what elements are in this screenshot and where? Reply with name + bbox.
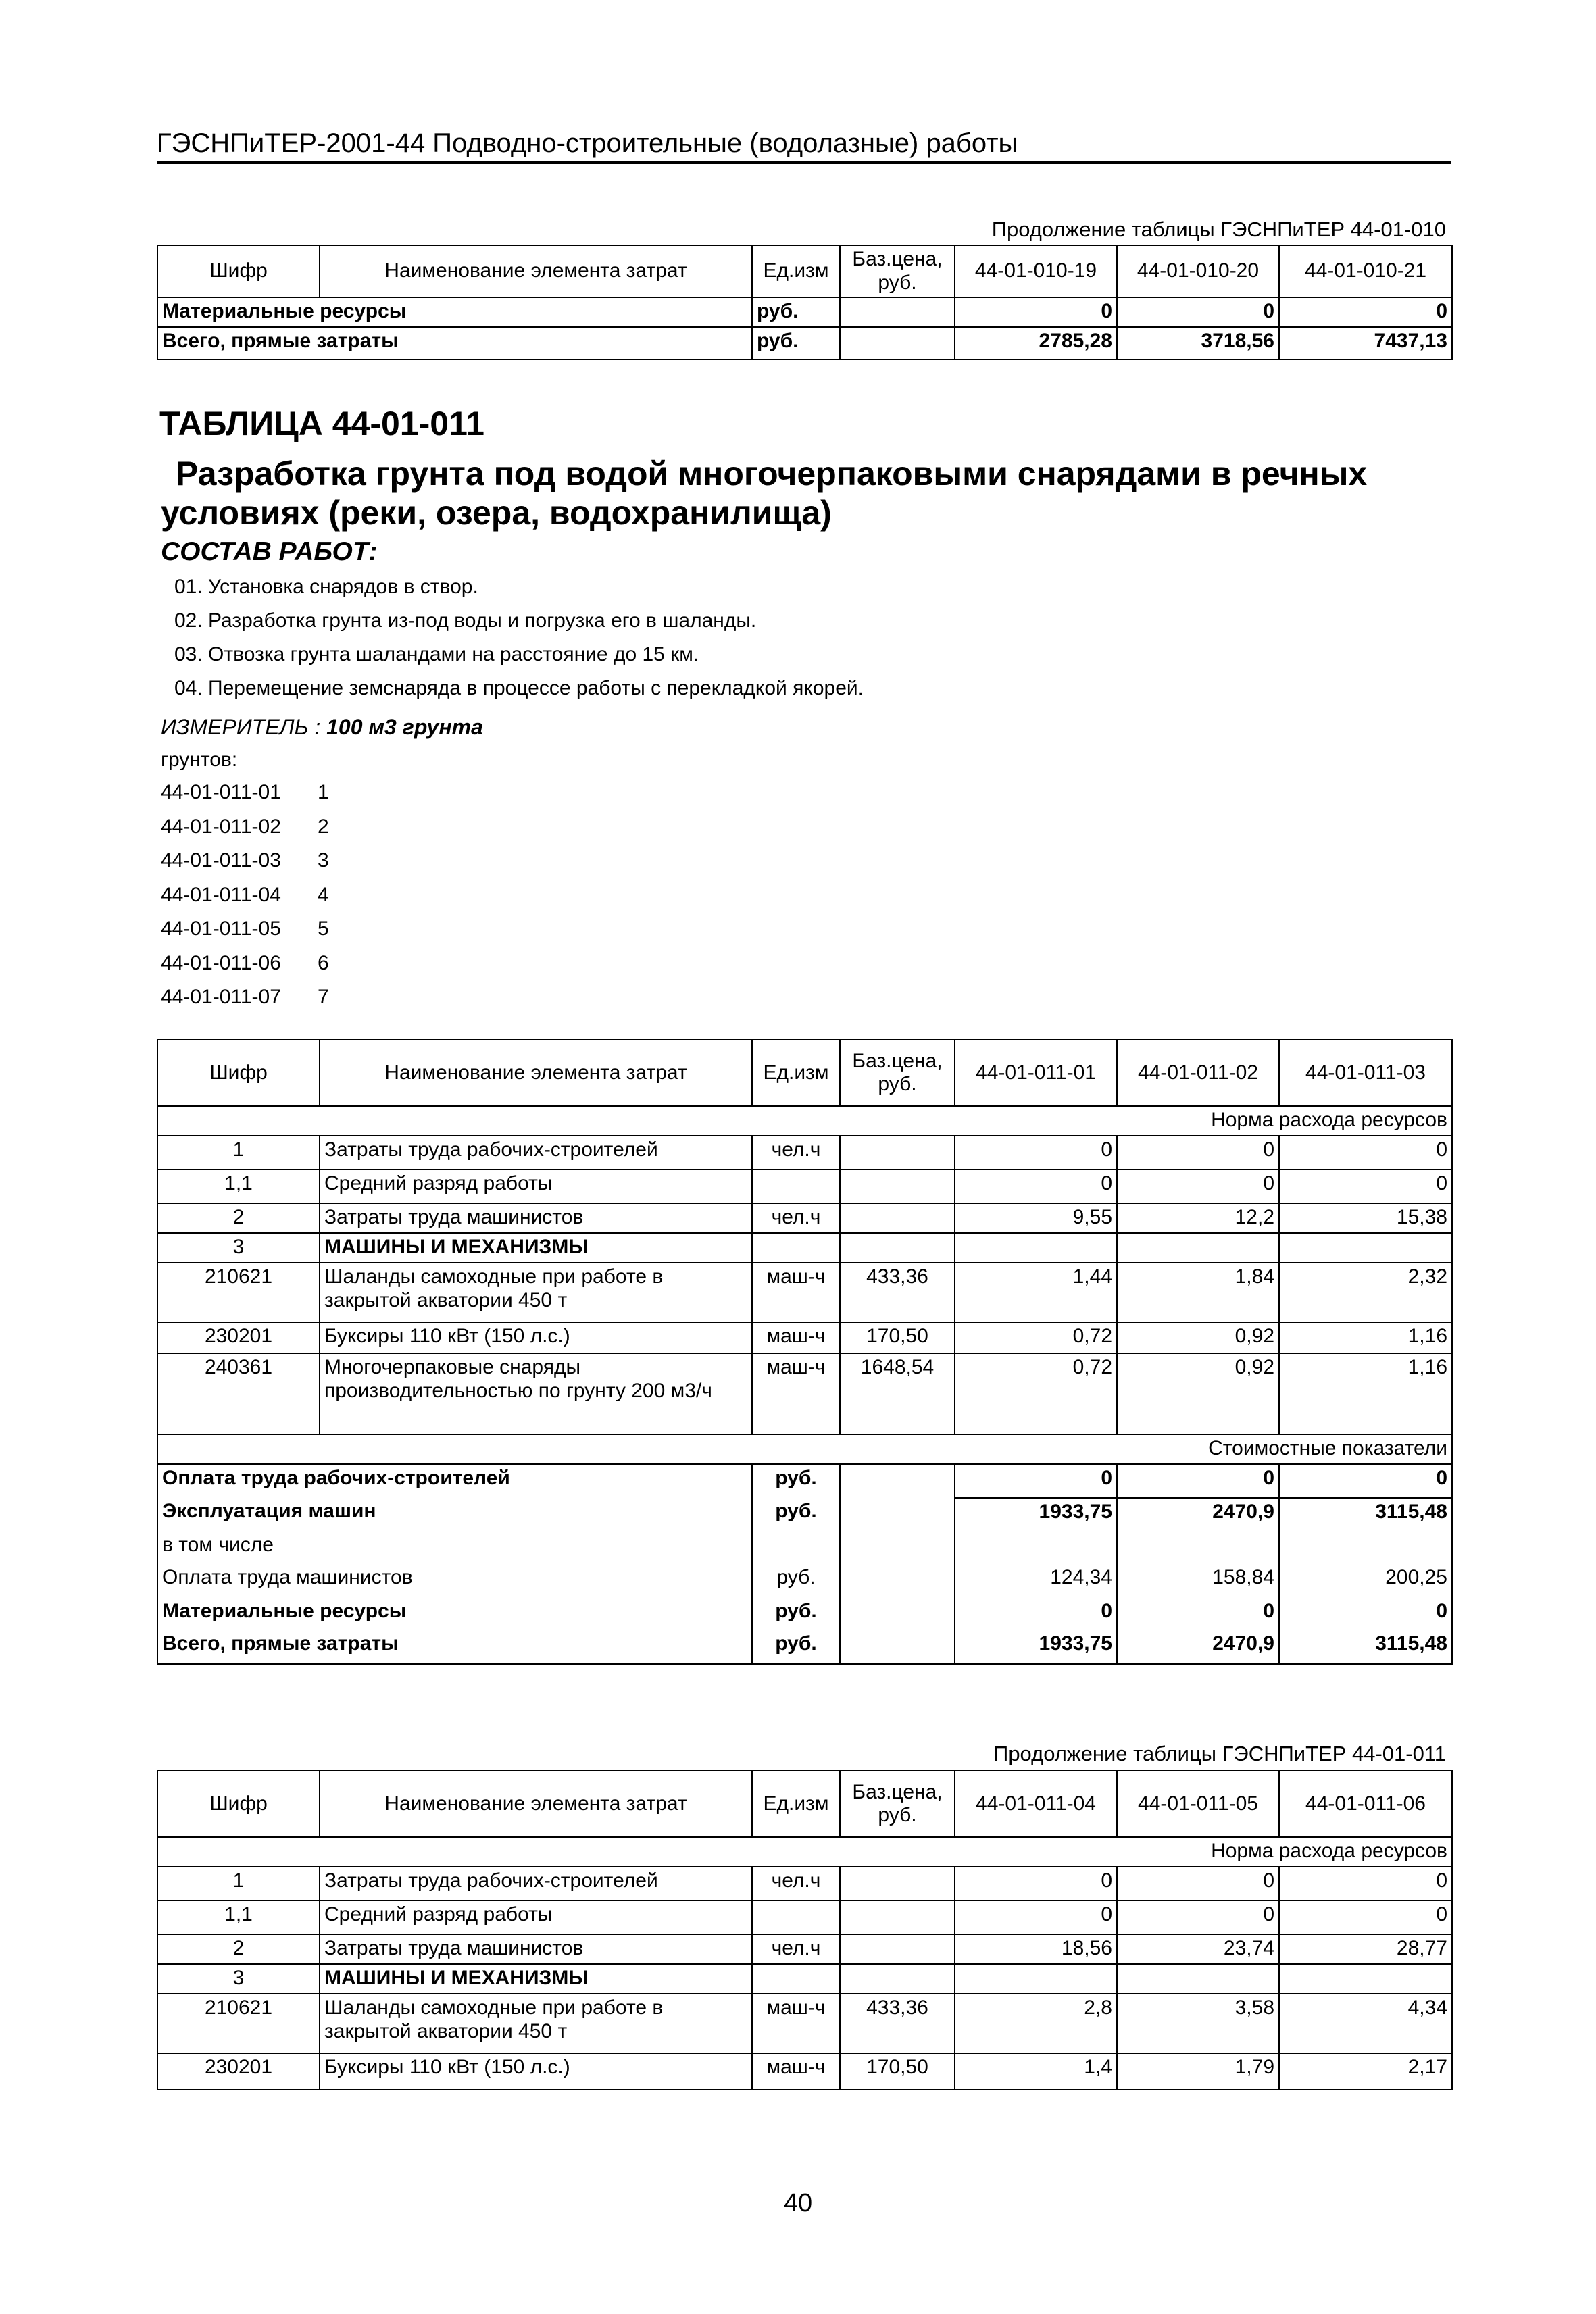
row-value: 3115,48 [1279,1498,1452,1532]
col-v1-header: 44-01-011-04 [955,1771,1117,1837]
row-unit: чел.ч [752,1867,840,1901]
row-value: 3718,56 [1117,327,1279,359]
row-value: 2,32 [1279,1263,1452,1322]
works-list [174,576,864,711]
row-value: 1,16 [1279,1353,1452,1434]
col-unit-header: Ед.изм [752,245,840,297]
table-row [157,1598,1452,1630]
row-value: 2,17 [1279,2053,1452,2090]
row-value: 0 [955,1598,1117,1630]
row-value: 0 [1117,1136,1279,1169]
row-value: 2470,9 [1117,1498,1279,1532]
table-row [157,297,1452,327]
soil-code: 44-01-011-03 [161,849,281,872]
list-item [161,917,329,952]
row-value [1117,1964,1279,1994]
col-code-header: Шифр [157,245,320,297]
row-value: 0 [955,1901,1117,1934]
row-unit [752,1532,840,1564]
row-value: 0 [955,1867,1117,1901]
row-value: 0 [1279,1136,1452,1169]
row-value: 0 [955,1169,1117,1203]
row-name: Затраты труда рабочих-строителей [320,1136,752,1169]
row-code: 3 [157,1233,320,1263]
row-value: 0 [1279,1867,1452,1901]
prev-table-caption: Продолжение таблицы ГЭСНПиТЕР 44-01-010 [991,218,1446,241]
row-value: 0,92 [1117,1322,1279,1353]
row-value: 1,4 [955,2053,1117,2090]
col-code-header: Шифр [157,1040,320,1106]
row-code: 3 [157,1964,320,1994]
row-name: Шаланды самоходные при работе в закрытой акватории 450 т [320,1994,752,2053]
row-value [1279,1532,1452,1564]
row-value: 0 [1117,1901,1279,1934]
row-value: 200,25 [1279,1564,1452,1598]
row-code: 1,1 [157,1169,320,1203]
soil-group: 5 [318,917,329,940]
page-header: ГЭСНПиТЕР-2001-44 Подводно-строительные (водолазные) работы [157,128,1451,164]
row-code: 240361 [157,1353,320,1434]
list-item: 01. Установка снарядов в створ. [174,576,478,598]
row-name: Буксиры 110 кВт (150 л.с.) [320,1322,752,1353]
row-unit: чел.ч [752,1136,840,1169]
table-row [157,1464,1452,1498]
row-value: 0 [1279,1464,1452,1498]
col-v2-header: 44-01-010-20 [1117,245,1279,297]
row-unit [752,1901,840,1934]
row-price [840,1934,955,1964]
row-value: 23,74 [1117,1934,1279,1964]
row-price: 433,36 [840,1263,955,1322]
norm-section-label: Норма расхода ресурсов [157,1837,1452,1867]
row-unit: руб. [752,1464,840,1498]
row-name: МАШИНЫ И МЕХАНИЗМЫ [320,1964,752,1994]
measure-label: ИЗМЕРИТЕЛЬ : [161,715,321,739]
row-code: 210621 [157,1994,320,2053]
row-name: Материальные ресурсы [157,297,752,327]
table-row [157,1867,1452,1901]
cost-section-label: Стоимостные показатели [157,1434,1452,1464]
soil-group: 1 [318,781,329,803]
soil-code: 44-01-011-02 [161,815,281,838]
table-row [157,1532,1452,1564]
soil-group: 6 [318,951,329,974]
row-name: Затраты труда рабочих-строителей [320,1867,752,1901]
subtitle-line: условиях (реки, озера, водохранилища) [161,494,832,532]
row-value [955,1233,1117,1263]
norms-table-2 [157,1770,1453,2090]
table-row [157,1901,1452,1934]
soil-code: 44-01-011-01 [161,781,281,803]
row-name: Всего, прямые затраты [157,327,752,359]
row-value [1279,1964,1452,1994]
row-name: Шаланды самоходные при работе в закрытой акватории 450 т [320,1263,752,1322]
row-value: 0 [955,1464,1117,1498]
row-value: 0 [1117,1867,1279,1901]
row-code: 1 [157,1867,320,1901]
row-unit: маш-ч [752,1322,840,1353]
row-value [955,1964,1117,1994]
col-name-header: Наименование элемента затрат [320,1771,752,1837]
row-code: 2 [157,1203,320,1233]
row-value: 124,34 [955,1564,1117,1598]
row-value: 0 [955,1136,1117,1169]
row-name: Эксплуатация машин [157,1498,752,1532]
row-price [840,327,955,359]
row-code: 230201 [157,1322,320,1353]
row-value: 0,72 [955,1322,1117,1353]
row-price: 433,36 [840,1994,955,2053]
row-name: Затраты труда машинистов [320,1934,752,1964]
subtitle-line: Разработка грунта под водой многочерпаковыми снарядами в речных [176,455,1368,493]
row-name: Средний разряд работы [320,1169,752,1203]
row-unit: руб. [752,1498,840,1532]
row-value: 0 [1117,1598,1279,1630]
row-unit [752,1233,840,1263]
table-row [157,1353,1452,1434]
table-row [157,1564,1452,1598]
row-value: 0 [1279,297,1452,327]
row-unit: маш-ч [752,2053,840,2090]
row-value: 0,72 [955,1353,1117,1434]
row-unit [752,1964,840,1994]
page-number: 40 [783,2189,813,2217]
row-value: 1,84 [1117,1263,1279,1322]
row-value: 0 [1279,1901,1452,1934]
row-value: 1,44 [955,1263,1117,1322]
soil-group: 2 [318,815,329,838]
table-row [157,1136,1452,1169]
table-row [157,327,1452,359]
row-price [840,1867,955,1901]
row-price: 170,50 [840,2053,955,2090]
table2-caption: Продолжение таблицы ГЭСНПиТЕР 44-01-011 [993,1742,1446,1765]
row-value: 12,2 [1117,1203,1279,1233]
row-price [840,297,955,327]
table-row [157,1203,1452,1233]
list-item [161,781,329,815]
prev-table [157,245,1453,360]
table-row [157,1934,1452,1964]
row-code: 210621 [157,1263,320,1322]
row-unit: маш-ч [752,1263,840,1322]
col-v1-header: 44-01-010-19 [955,245,1117,297]
row-value: 15,38 [1279,1203,1452,1233]
row-value [1279,1233,1452,1263]
row-value: 2,8 [955,1994,1117,2053]
row-price [840,1964,955,1994]
row-value: 0,92 [1117,1353,1279,1434]
list-item: 03. Отвозка грунта шаландами на расстояние до 15 км. [174,643,699,665]
row-price: 1648,54 [840,1353,955,1434]
row-value: 0 [1279,1169,1452,1203]
soil-group: 3 [318,849,329,872]
col-v3-header: 44-01-011-06 [1279,1771,1452,1837]
row-code: 1 [157,1136,320,1169]
list-item [161,815,329,850]
list-item [161,884,329,918]
soil-code: 44-01-011-06 [161,951,281,974]
list-item [161,952,329,986]
row-value: 158,84 [1117,1564,1279,1598]
table-row [157,2053,1452,2090]
col-v3-header: 44-01-010-21 [1279,245,1452,297]
row-name: Оплата труда машинистов [157,1564,752,1598]
row-value: 28,77 [1279,1934,1452,1964]
row-value: 0 [1117,297,1279,327]
table-row [157,1233,1452,1263]
measure-line [161,715,483,740]
row-value [955,1532,1117,1564]
row-name: Оплата труда рабочих-строителей [157,1464,752,1498]
row-value: 0 [1279,1598,1452,1630]
table-title: ТАБЛИЦА 44-01-011 [159,405,484,443]
table-row [157,1964,1452,1994]
row-price: 170,50 [840,1322,955,1353]
col-code-header: Шифр [157,1771,320,1837]
row-unit: маш-ч [752,1353,840,1434]
row-unit: руб. [752,1564,840,1598]
soil-group: 4 [318,883,329,906]
row-value: 9,55 [955,1203,1117,1233]
row-unit: руб. [752,297,840,327]
works-heading: СОСТАВ РАБОТ: [161,537,378,566]
soil-code: 44-01-011-04 [161,883,281,906]
row-value: 3,58 [1117,1994,1279,2053]
row-value: 1,79 [1117,2053,1279,2090]
soil-codes [161,781,329,1020]
row-unit: маш-ч [752,1994,840,2053]
row-value: 1933,75 [955,1630,1117,1664]
col-v3-header: 44-01-011-03 [1279,1040,1452,1106]
row-unit: чел.ч [752,1203,840,1233]
row-value: 4,34 [1279,1994,1452,2053]
row-price [840,1233,955,1263]
row-price [840,1901,955,1934]
row-value: 0 [1117,1169,1279,1203]
table-row [157,1263,1452,1322]
list-item: 02. Разработка грунта из-под воды и погрузка его в шаланды. [174,609,757,632]
row-name: МАШИНЫ И МЕХАНИЗМЫ [320,1233,752,1263]
row-price [840,1136,955,1169]
row-code: 2 [157,1934,320,1964]
table-row [157,1630,1452,1664]
row-price [840,1169,955,1203]
table-subtitle [161,454,1377,532]
row-unit: чел.ч [752,1934,840,1964]
row-unit: руб. [752,1630,840,1664]
col-name-header: Наименование элемента затрат [320,1040,752,1106]
soil-group: 7 [318,986,329,1008]
soil-code: 44-01-011-05 [161,917,281,940]
col-v2-header: 44-01-011-05 [1117,1771,1279,1837]
list-item [161,849,329,884]
row-value: 18,56 [955,1934,1117,1964]
table-row [157,1322,1452,1353]
table-row [157,1498,1452,1532]
row-unit: руб. [752,1598,840,1630]
table-row [157,1169,1452,1203]
row-name: Материальные ресурсы [157,1598,752,1630]
row-value: 0 [1117,1464,1279,1498]
row-name: Затраты труда машинистов [320,1203,752,1233]
row-value [1117,1233,1279,1263]
col-price-header: Баз.цена, руб. [840,245,955,297]
col-unit-header: Ед.изм [752,1771,840,1837]
row-name: Буксиры 110 кВт (150 л.с.) [320,2053,752,2090]
measure-value: 100 м3 грунта [326,715,483,739]
row-price [840,1203,955,1233]
list-item [161,986,329,1020]
row-code: 230201 [157,2053,320,2090]
list-item: 04. Перемещение земснаряда в процессе работы с перекладкой якорей. [174,677,864,699]
row-unit [752,1169,840,1203]
row-unit: руб. [752,327,840,359]
row-name: Всего, прямые затраты [157,1630,752,1664]
col-price-header: Баз.цена, руб. [840,1040,955,1106]
norms-table-1 [157,1039,1453,1665]
col-v2-header: 44-01-011-02 [1117,1040,1279,1106]
row-name: Многочерпаковые снаряды производительностью по грунту 200 м3/ч [320,1353,752,1434]
row-value: 2785,28 [955,327,1117,359]
row-value: 7437,13 [1279,327,1452,359]
col-price-header: Баз.цена, руб. [840,1771,955,1837]
soils-label: грунтов: [161,749,238,771]
row-name: Средний разряд работы [320,1901,752,1934]
row-value: 2470,9 [1117,1630,1279,1664]
row-name: в том числе [157,1532,752,1564]
row-value: 1,16 [1279,1322,1452,1353]
table-row [157,1994,1452,2053]
col-unit-header: Ед.изм [752,1040,840,1106]
row-value: 1933,75 [955,1498,1117,1532]
row-code: 1,1 [157,1901,320,1934]
row-value: 0 [955,297,1117,327]
row-value: 3115,48 [1279,1630,1452,1664]
soil-code: 44-01-011-07 [161,986,281,1008]
norm-section-label: Норма расхода ресурсов [157,1106,1452,1136]
col-v1-header: 44-01-011-01 [955,1040,1117,1106]
row-value [1117,1532,1279,1564]
col-name-header: Наименование элемента затрат [320,245,752,297]
